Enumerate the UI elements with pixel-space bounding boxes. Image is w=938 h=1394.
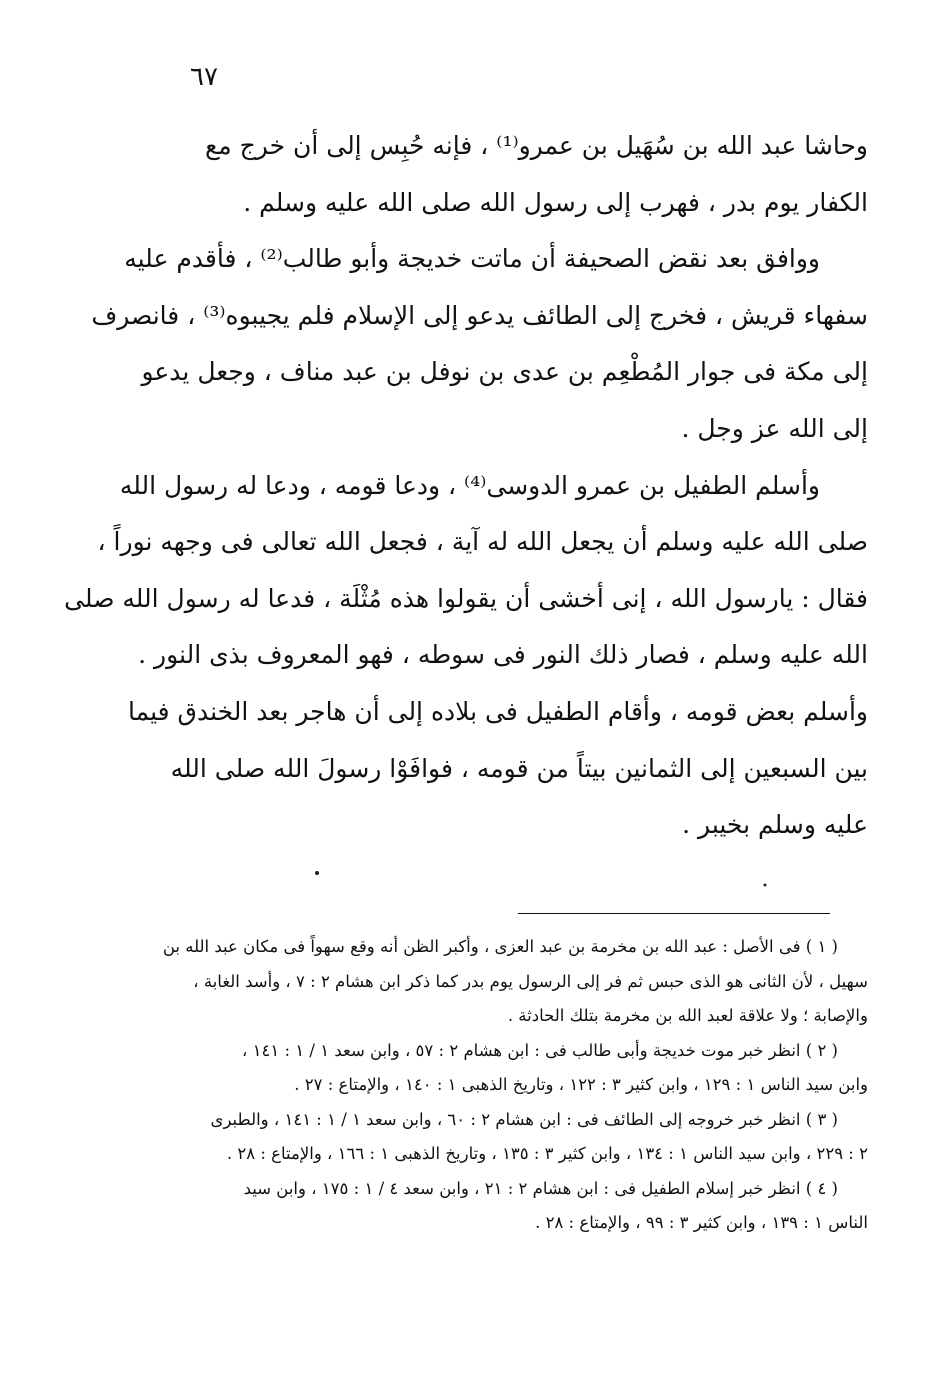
text-line: صلى الله عليه وسلم أن يجعل الله له آية ، فجعل الله تعالى فى وجهه نوراً ، [97,527,868,557]
footnote-line: والإصابة ؛ ولا علاقة لعبد الله بن مخرمة بتلك الحادثة . [507,1006,868,1025]
text-line: فقال : يارسول الله ، إنى أخشى أن يقولوا هذه مُثْلَة ، فدعا له رسول الله صلى [64,583,868,613]
footnote-line: ( ٣ ) انظر خبر خروجه إلى الطائف فى : ابن هشام ٢ : ٦٠ ، وابن سعد ١ / ١ : ١٤١ ، والطبرى [210,1109,838,1129]
text-line: بين السبعين إلى الثمانين بيتاً من قومه ، فوافَوْا رسولَ الله صلى الله [170,753,868,783]
footnote-line: ( ١ ) فى الأصل : عبد الله بن مخرمة بن عبد العزى ، وأكبر الظن أنه وقع سهواً فى مكان عبد الله بن [162,937,838,956]
footnote-line: سهيل ، لأن الثانى هو الذى حبس ثم فر إلى الرسول يوم بدر كما ذكر ابن هشام ٢ : ٧ ، وأسد الغابة ، [193,971,868,991]
text-line: عليه وسلم بخيبر . [682,810,868,840]
text-line: الكفار يوم بدر ، فهرب إلى رسول الله صلى الله عليه وسلم . [243,187,868,217]
footnote-line: ( ٤ ) انظر خبر إسلام الطفيل فى : ابن هشام ٢ : ٢١ ، وابن سعد ٤ / ١ : ١٧٥ ، وابن سيد [243,1178,838,1198]
text-line: الله عليه وسلم ، فصار ذلك النور فى سوطه ، فهو المعروف بذى النور . [138,640,868,670]
text-line: سفهاء قريش ، فخرج إلى الطائف يدعو إلى الإسلام فلم يجيبوه⁽³⁾ ، فانصرف [91,300,868,330]
footnote-line: وابن سيد الناس ١ : ١٢٩ ، وابن كثير ٣ : ١٢٢ ، وتاريخ الذهبى ١ : ١٤٠ ، والإمتاع : ٢٧ . [294,1075,868,1094]
text-line: وحاشا عبد الله بن سُهَيل بن عمرو⁽¹⁾ ، فإنه حُبِس إلى أن خرج مع [205,131,868,160]
footnote-line: ٢ : ٢٢٩ ، وابن سيد الناس ١ : ١٣٤ ، وابن كثير ٣ : ١٣٥ ، وتاريخ الذهبى ١ : ١٦٦ ، والإمتاع : ٢٨ . [226,1144,868,1163]
footnote-line: الناس ١ : ١٣٩ ، وابن كثير ٣ : ٩٩ ، والإمتاع : ٢٨ . [535,1213,868,1232]
text-line: إلى الله عز وجل . [681,413,868,443]
text-line: وأسلم الطفيل بن عمرو الدوسى⁽⁴⁾ ، ودعا قومه ، ودعا له رسول الله [119,470,820,500]
footnote-divider [518,913,830,914]
footnotes [130,930,868,1241]
text-line: وأسلم بعض قومه ، وأقام الطفيل فى بلاده إلى أن هاجر بعد الخندق فيما [128,696,868,726]
footnote-line: ( ٢ ) انظر خبر موت خديجة وأبى طالب فى : ابن هشام ٢ : ٥٧ ، وابن سعد ١ / ١ : ١٤١ ، [242,1040,838,1060]
text-line: إلى مكة فى جوار المُطْعِم بن عدى بن نوفل بن عبد مناف ، وجعل يدعو [141,357,868,387]
page-number: ٦٧ [190,62,218,92]
main-text [64,118,868,854]
text-line: ووافق بعد نقض الصحيفة أن ماتت خديجة وأبو طالب⁽²⁾ ، فأقدم عليه [124,244,820,274]
